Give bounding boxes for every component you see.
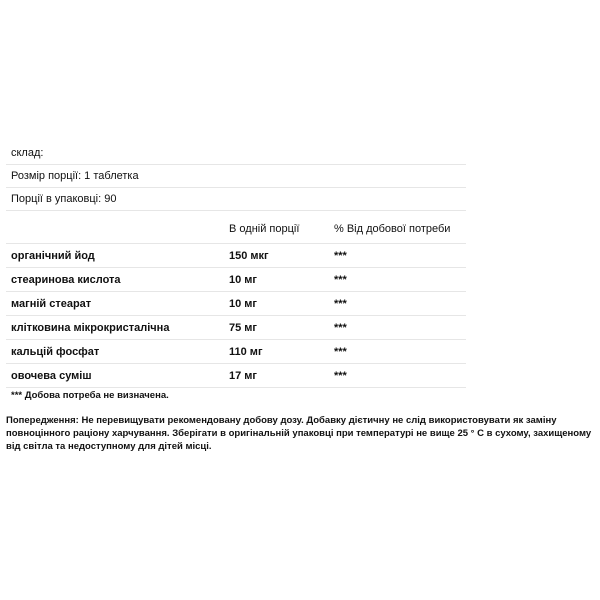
serving-size: Розмір порції: 1 таблетка	[11, 170, 139, 182]
nutrient-amount: 10 мг	[229, 274, 258, 286]
supplement-facts-panel	[6, 142, 466, 388]
nutrient-amount: 110 мг	[229, 346, 263, 358]
nutrient-amount: 75 мг	[229, 322, 258, 334]
composition-label: склад:	[11, 147, 44, 159]
nutrient-name: стеаринова кислота	[11, 274, 121, 286]
warning-text: Попередження: Не перевищувати рекомендовану добову дозу. Добавку дієтичну не слід використовувати як заміну повноцінного раціону харчування. Зберігати в оригінальній упаковці при температурі не вище 25 ° C в сухому, захищеному від світла та недоступному для дітей місці.	[6, 415, 592, 452]
nutrient-dv: ***	[334, 298, 347, 310]
daily-value-header: % Від добової потреби	[334, 223, 451, 235]
table-row	[6, 292, 466, 316]
nutrient-dv: ***	[334, 250, 347, 262]
nutrient-name: кальцій фосфат	[11, 346, 100, 358]
nutrient-dv: ***	[334, 346, 347, 358]
table-row	[6, 268, 466, 292]
table-row	[6, 340, 466, 364]
serving-size-row	[6, 165, 466, 188]
nutrient-dv: ***	[334, 274, 347, 286]
daily-value-footnote: *** Добова потреба не визначена.	[11, 390, 169, 401]
servings-per-container-row	[6, 188, 466, 211]
composition-row	[6, 142, 466, 165]
nutrient-amount: 17 мг	[229, 370, 258, 382]
table-header-row	[6, 211, 466, 244]
nutrient-dv: ***	[334, 322, 347, 334]
nutrient-amount: 10 мг	[229, 298, 258, 310]
servings-per-container: Порції в упаковці: 90	[11, 193, 117, 205]
nutrient-name: клітковина мікрокристалічна	[11, 322, 170, 334]
nutrient-dv: ***	[334, 370, 347, 382]
nutrient-name: магній стеарат	[11, 298, 92, 310]
table-row	[6, 244, 466, 268]
nutrient-name: овочева суміш	[11, 370, 92, 382]
per-serving-header: В одній порції	[229, 223, 300, 235]
table-row	[6, 316, 466, 340]
table-row	[6, 364, 466, 388]
nutrient-name: органічний йод	[11, 250, 95, 262]
nutrient-amount: 150 мкг	[229, 250, 269, 262]
